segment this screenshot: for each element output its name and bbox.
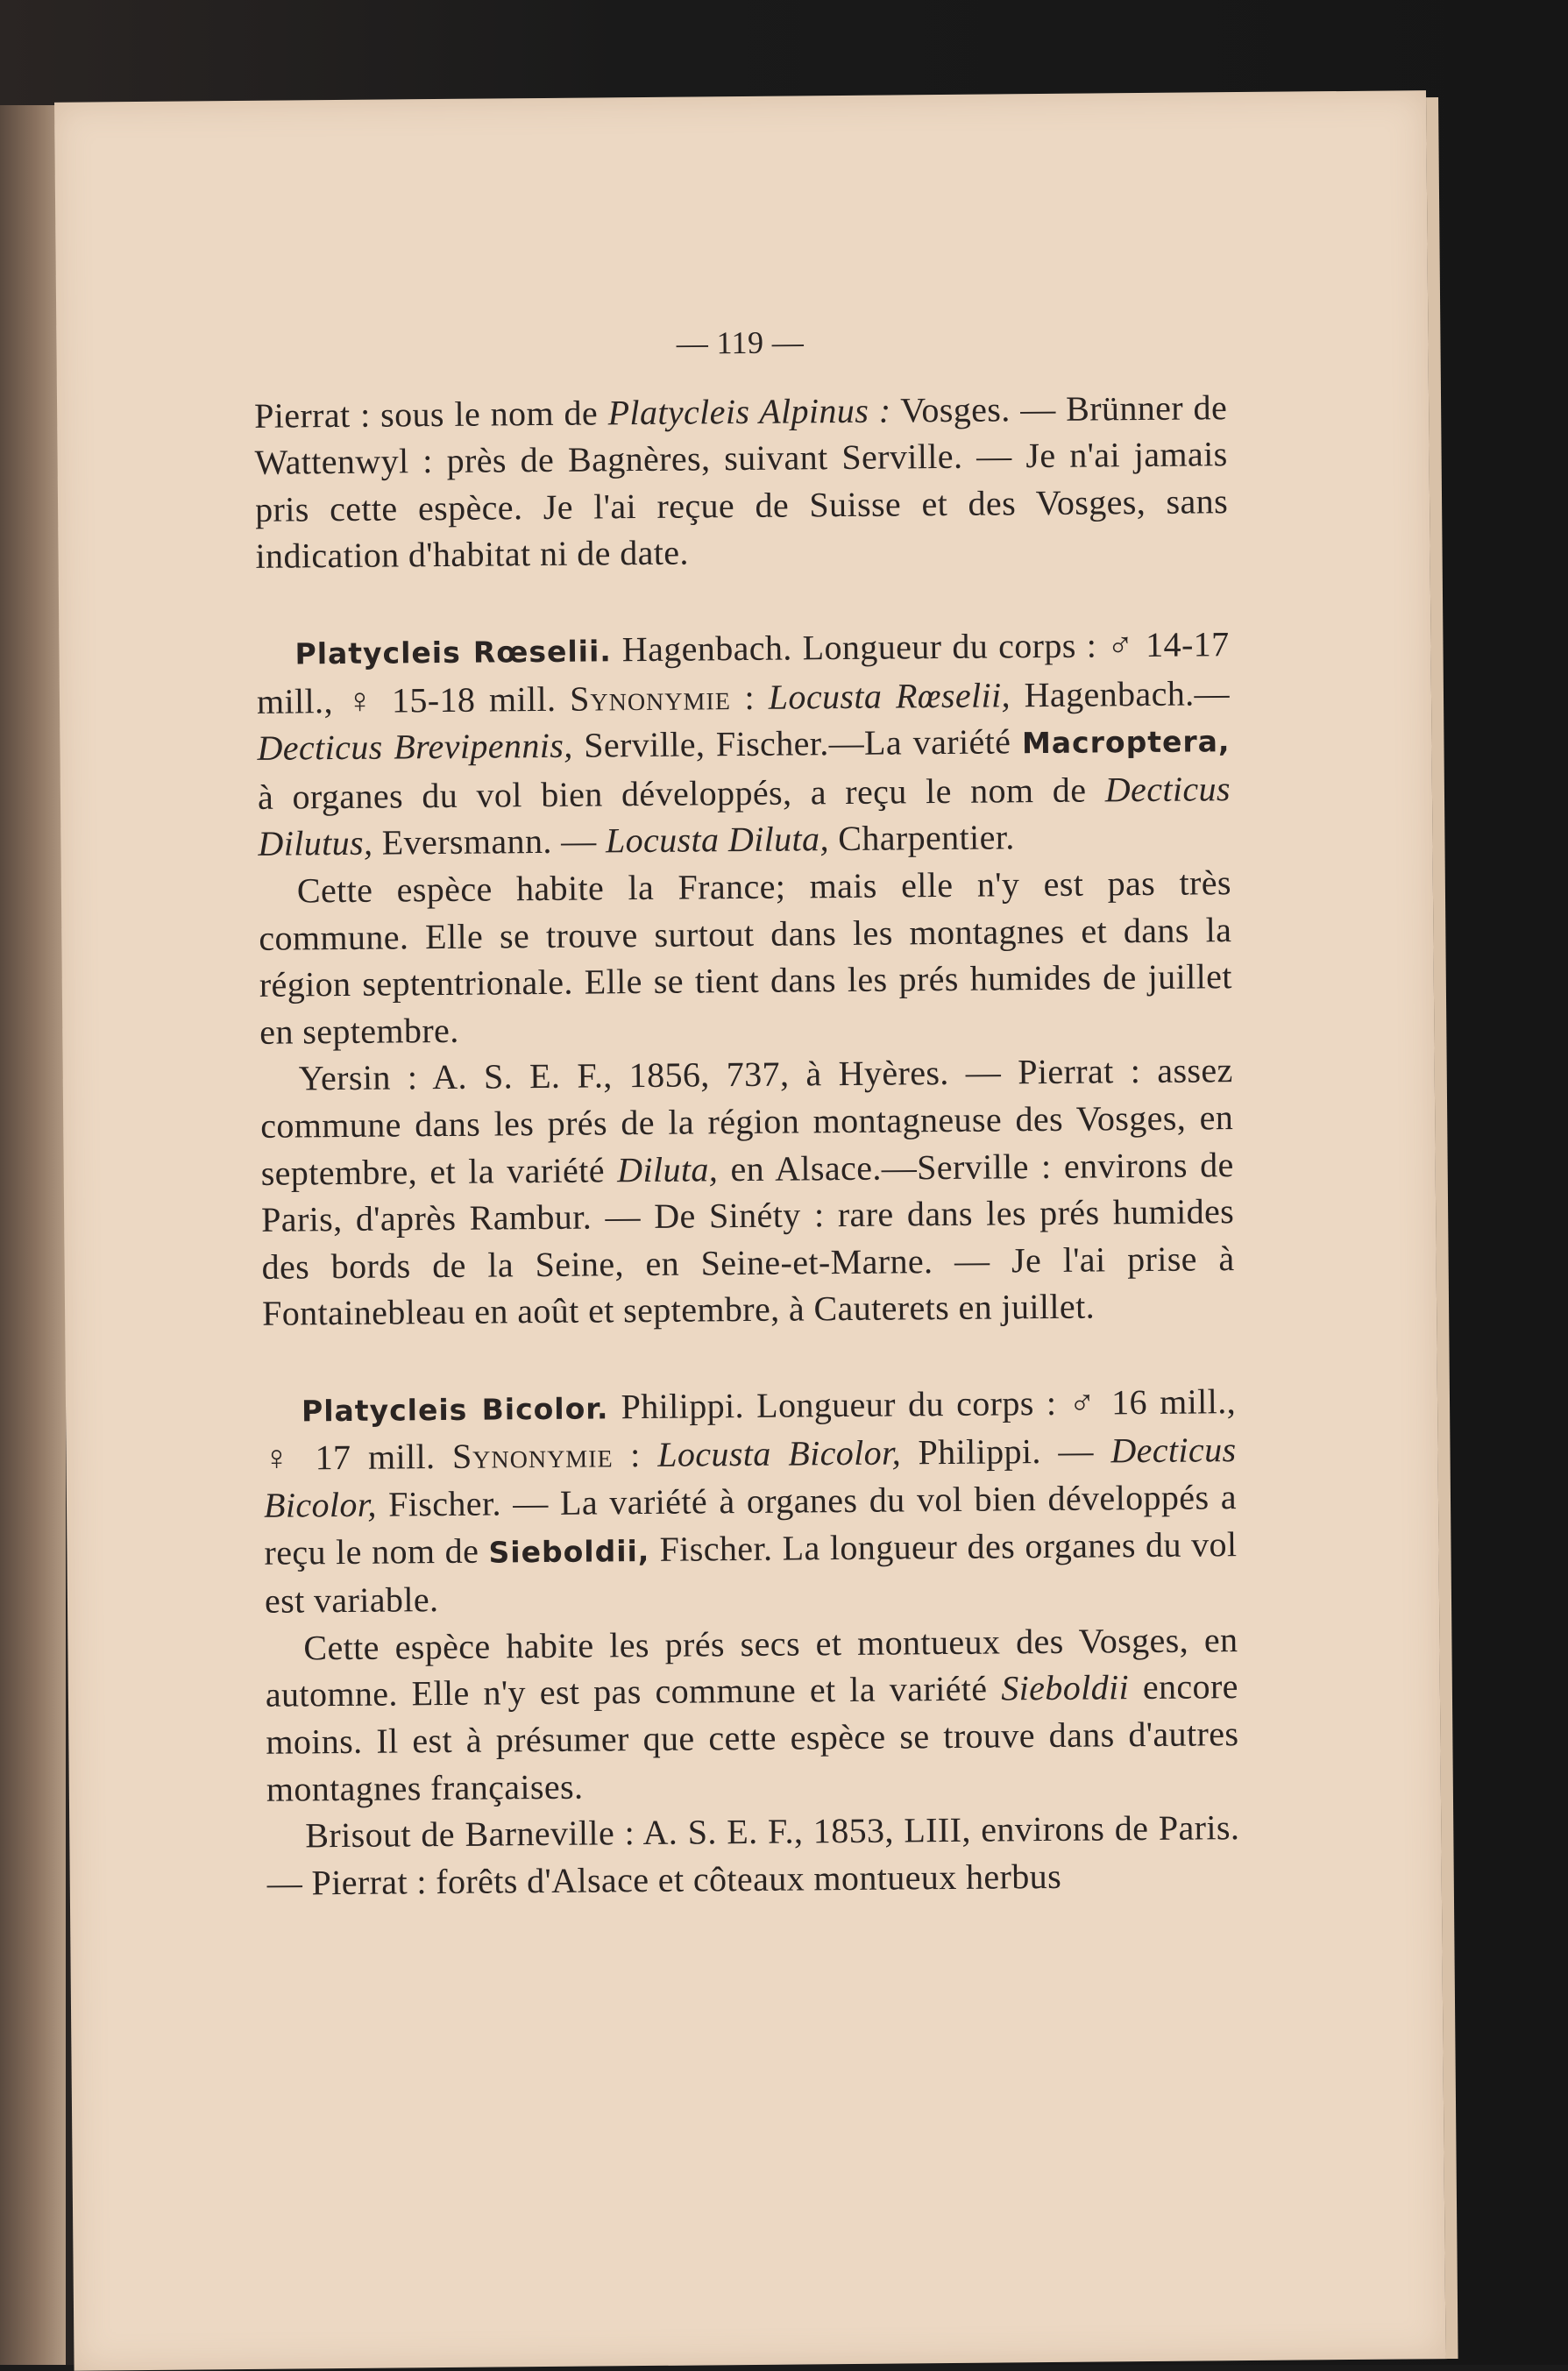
synonymie-label: Synonymie	[569, 677, 732, 719]
roeselii-habitat: Cette espèce habite la France; mais elle n'y est pas très commune. Elle se trouve surtout dans les montagnes et dans la région septentrionale. Elle se tient dans les prés humides de juillet en septembre.	[259, 863, 1232, 1052]
book-page	[54, 90, 1446, 2371]
page-number: — 119 —	[676, 324, 805, 361]
facing-page-edge	[0, 105, 66, 2365]
bicolor-description: Platycleis Bicolor. Philippi. Longueur du corps : ♂ 16 mill., ♀ 17 mill. Synonymie : Locusta Bicolor, Philippi. — Decticus Bicolor, Fischer. — La variété à organes du vol bien développés a reçu le nom de Sieboldii, Fischer. La longueur des organes du vol est variable.	[263, 1381, 1238, 1622]
paragraph-pierrat: Pierrat : sous le nom de Platycleis Alpinus : Vosges. — Brünner de Wattenwyl : près de Bagnères, suivant Serville. — Je n'ai jamais pris cette espèce. Je l'ai reçue de Suisse et des Vosges, sans indication d'habitat ni de date.	[253, 387, 1229, 577]
bicolor-habitat: Cette espèce habite les prés secs et montueux des Vosges, en automne. Elle n'y est pas commune et la variété Sieboldii encore moins. Il est à présumer que cette espèce se trouve dans d'autres montagnes françaises.	[265, 1619, 1239, 1809]
entry-roeselii	[256, 621, 1235, 1338]
page-text	[253, 316, 1240, 1906]
variety-sieboldii: Sieboldii,	[488, 1533, 650, 1570]
roeselii-references: Yersin : A. S. E. F., 1856, 737, à Hyères. — Pierrat : assez commune dans les prés de la région montagneuse des Vosges, en septembre, et la variété Diluta, en Alsace.—Serville : environs de Paris, d'après Rambur. — De Sinéty : rare dans les prés humides des bords de la Seine, en Seine-et-Marne. — Je l'ai prise à Fontainebleau en août et septembre, à Cauterets en juillet.	[260, 1050, 1235, 1334]
roeselii-description: Platycleis Rœselii. Hagenbach. Longueur du corps : ♂ 14-17 mill., ♀ 15-18 mill. Synonymie : Locusta Rœselii, Hagenbach.—Decticus Brevipennis, Serville, Fischer.—La variété Macroptera, à organes du vol bien développés, a reçu le nom de Decticus Dilutus, Eversmann. — Locusta Diluta, Charpentier.	[256, 624, 1231, 864]
variety-macroptera: Macroptera,	[1021, 724, 1231, 761]
synonymie-label: Synonymie	[451, 1435, 614, 1477]
species-name-bicolor: Platycleis Bicolor.	[301, 1391, 609, 1429]
entry-bicolor	[263, 1378, 1240, 1906]
species-name-roeselii: Platycleis Rœselii.	[294, 634, 613, 671]
bicolor-references: Brisout de Barneville : A. S. E. F., 1853, LIII, environs de Paris. — Pierrat : forêts d'Alsace et côteaux montueux herbus	[266, 1807, 1240, 1903]
